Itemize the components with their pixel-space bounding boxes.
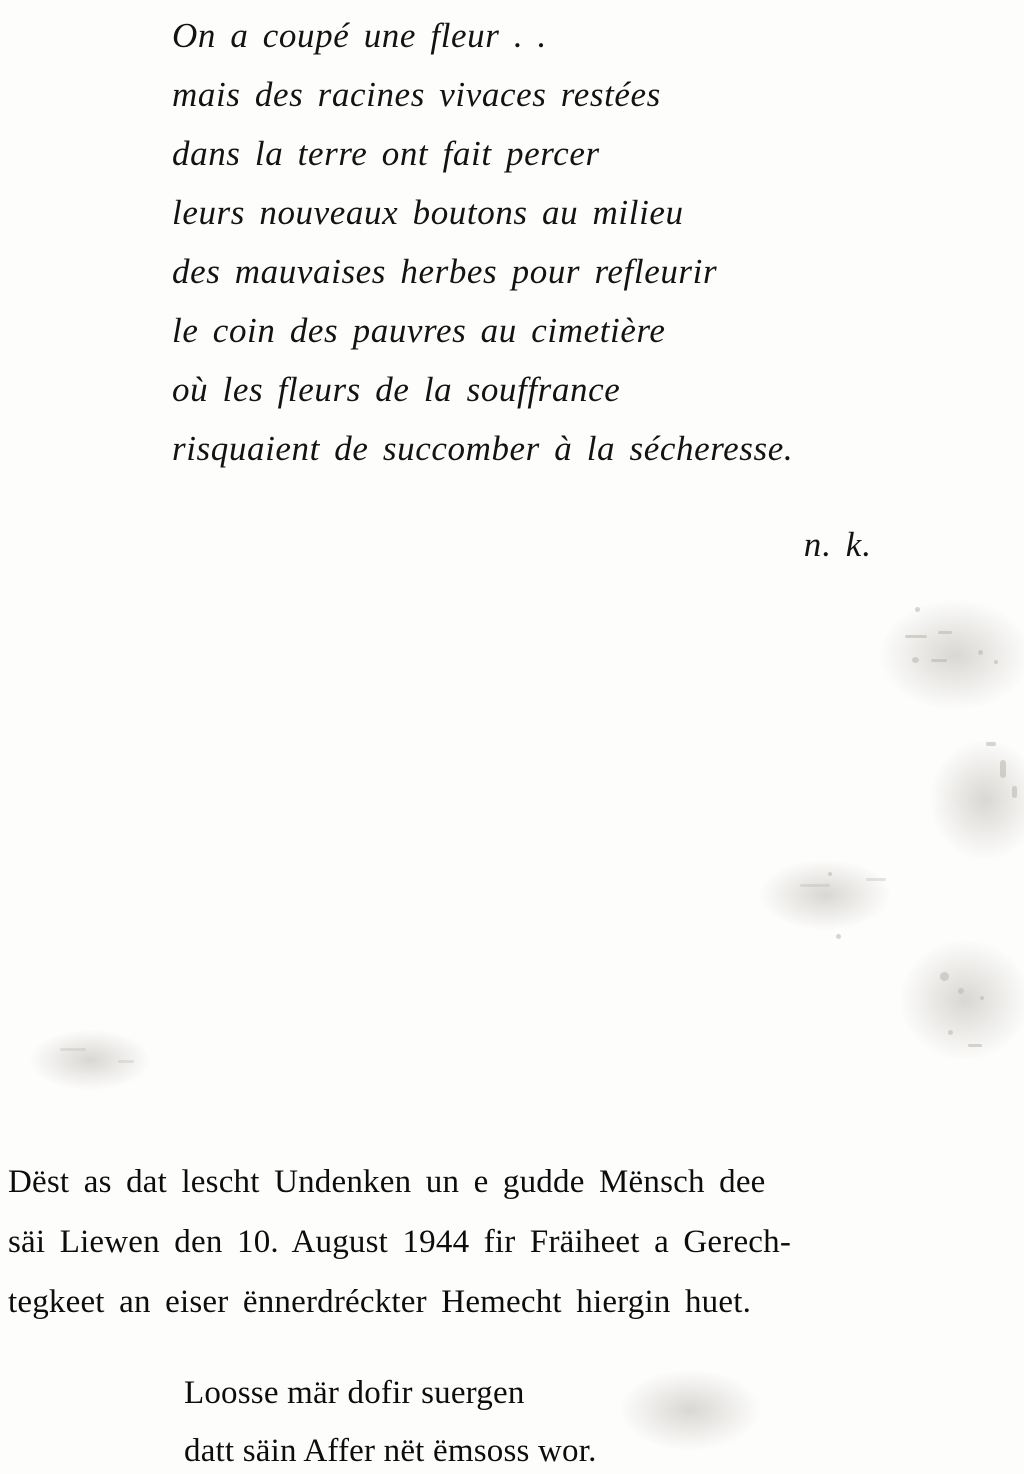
paper-speck	[940, 972, 949, 981]
poem-signature: n. k.	[803, 525, 872, 564]
poem-line: On a coupé une fleur . .	[172, 16, 547, 55]
dedication-line: säi Liewen den 10. August 1944 fir Fräiheet a Gerech-	[8, 1224, 792, 1260]
paper-smudge-left	[30, 1030, 150, 1090]
paper-speck	[905, 635, 927, 638]
paper-speck	[958, 988, 964, 994]
poem-line: le coin des pauvres au cimetière	[172, 311, 666, 350]
paper-speck	[931, 659, 947, 662]
poem-block	[172, 6, 972, 478]
paper-speck	[912, 657, 919, 663]
closing-couplet	[184, 1364, 964, 1474]
paper-speck	[978, 650, 983, 655]
paper-speck	[800, 884, 830, 887]
paper-speck	[836, 934, 841, 939]
dedication-paragraph	[8, 1152, 1016, 1332]
poem-line: risquaient de succomber à la sécheresse.	[172, 429, 794, 468]
paper-speck	[915, 607, 920, 612]
paper-speck	[968, 1044, 982, 1047]
paper-smudge-center	[760, 860, 890, 930]
paper-speck	[828, 872, 832, 876]
paper-speck	[1000, 760, 1006, 778]
poem-line: leurs nouveaux boutons au milieu	[172, 193, 684, 232]
poem-line: dans la terre ont fait percer	[172, 134, 600, 173]
poem-line: où les fleurs de la souffrance	[172, 370, 621, 409]
paper-speck	[118, 1060, 134, 1063]
paper-smudge-right-mid	[930, 740, 1024, 860]
paper-speck	[866, 878, 886, 881]
paper-speck	[948, 1030, 953, 1035]
paper-speck	[60, 1048, 86, 1051]
paper-speck	[994, 660, 998, 664]
dedication-line: Dëst as dat lescht Undenken un e gudde Mënsch dee	[8, 1164, 766, 1200]
paper-speck	[1012, 786, 1017, 798]
dedication-line: tegkeet an eiser ënnerdréckter Hemecht hiergin huet.	[8, 1284, 752, 1320]
paper-smudge-right-lower	[900, 940, 1024, 1060]
closing-line: datt säin Affer nët ëmsoss wor.	[184, 1433, 597, 1469]
paper-speck	[938, 631, 952, 634]
paper-speck	[986, 742, 996, 746]
poem-line: des mauvaises herbes pour refleurir	[172, 252, 718, 291]
paper-speck	[980, 996, 984, 1000]
paper-smudge-right-upper	[880, 600, 1024, 710]
closing-line: Loosse mär dofir suergen	[184, 1375, 525, 1411]
poem-line: mais des racines vivaces restées	[172, 75, 661, 114]
